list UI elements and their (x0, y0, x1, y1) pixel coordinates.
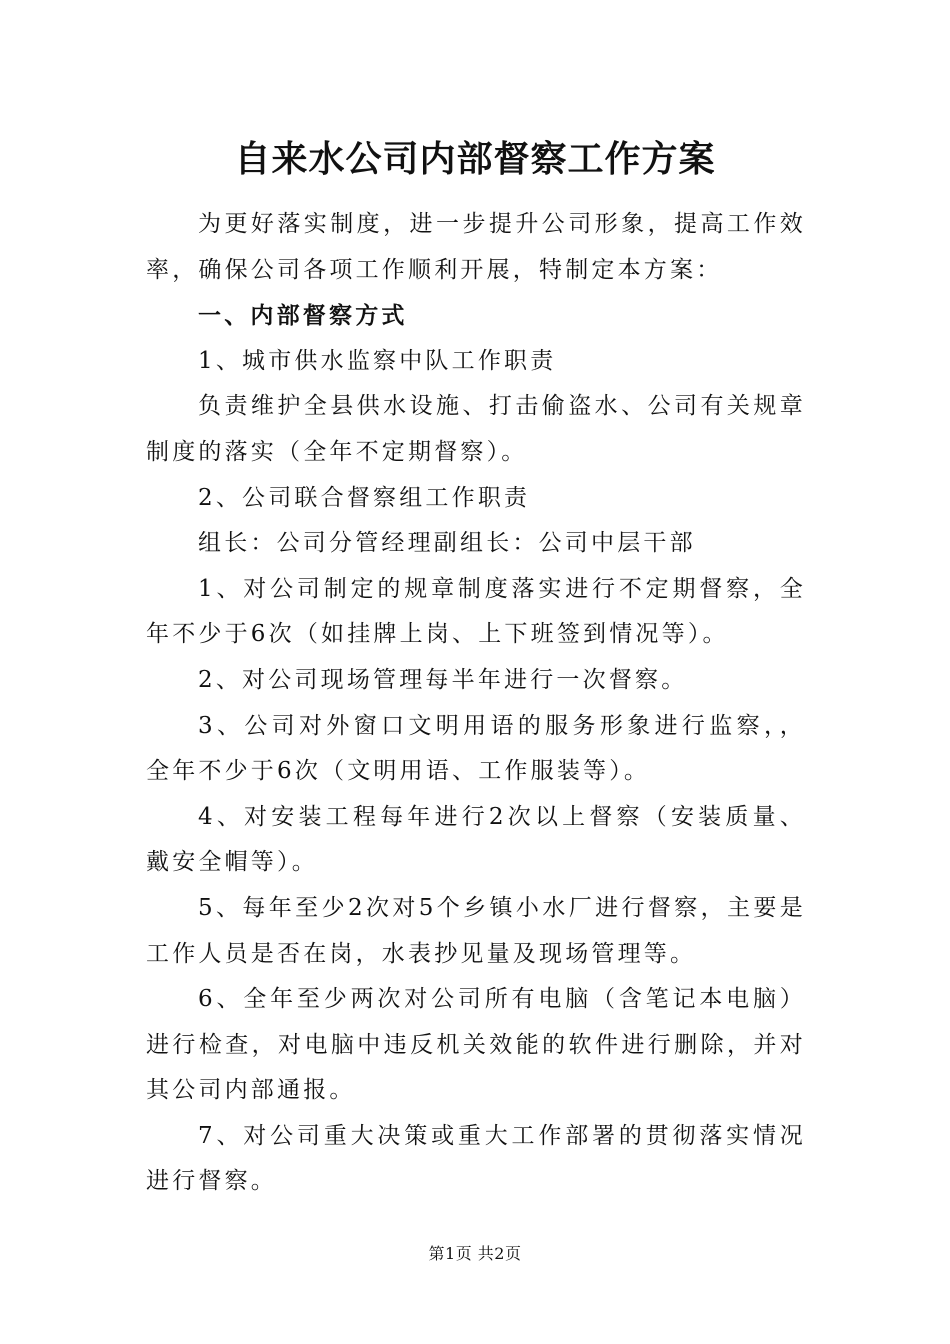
page-number-footer: 第1页 共2页 (428, 1244, 522, 1263)
intro-paragraph: 为更好落实制度，进一步提升公司形象，提高工作效率，确保公司各项工作顺利开展，特制定本方案： (146, 211, 806, 283)
paragraph-water-supply-team-duties: 负责维护全县供水设施、打击偷盗水、公司有关规章制度的落实（全年不定期督察）。 (146, 393, 806, 465)
document-title: 自来水公司内部督察工作方案 (234, 138, 716, 180)
list-item-1: 1、对公司制定的规章制度落实进行不定期督察，全年不少于6次（如挂牌上岗、上下班签到情况等）。 (146, 575, 806, 648)
list-item-2: 2、对公司现场管理每半年进行一次督察。 (198, 666, 688, 693)
paragraph-group-leaders: 组长：公司分管经理副组长：公司中层干部 (198, 530, 696, 557)
list-item-3: 3、公司对外窗口文明用语的服务形象进行监察，，全年不少于6次（文明用语、工作服装等）。 (146, 712, 806, 785)
document-body (146, 202, 806, 1205)
subsection-heading-joint-supervision-group: 2、公司联合督察组工作职责 (198, 484, 531, 511)
subsection-heading-water-supply-team: 1、城市供水监察中队工作职责 (198, 347, 557, 374)
list-item-7: 7、对公司重大决策或重大工作部署的贯彻落实情况进行督察。 (146, 1122, 806, 1195)
section-heading-supervision-methods: 一、内部督察方式 (198, 302, 408, 330)
list-item-4: 4、对安装工程每年进行2次以上督察（安装质量、戴安全帽等）。 (146, 803, 806, 876)
list-item-5: 5、每年至少2次对5个乡镇小水厂进行督察，主要是工作人员是否在岗，水表抄见量及现场管理等。 (146, 894, 806, 967)
list-item-6: 6、全年至少两次对公司所有电脑（含笔记本电脑）进行检查，对电脑中违反机关效能的软件进行删除，并对其公司内部通报。 (146, 986, 806, 1104)
